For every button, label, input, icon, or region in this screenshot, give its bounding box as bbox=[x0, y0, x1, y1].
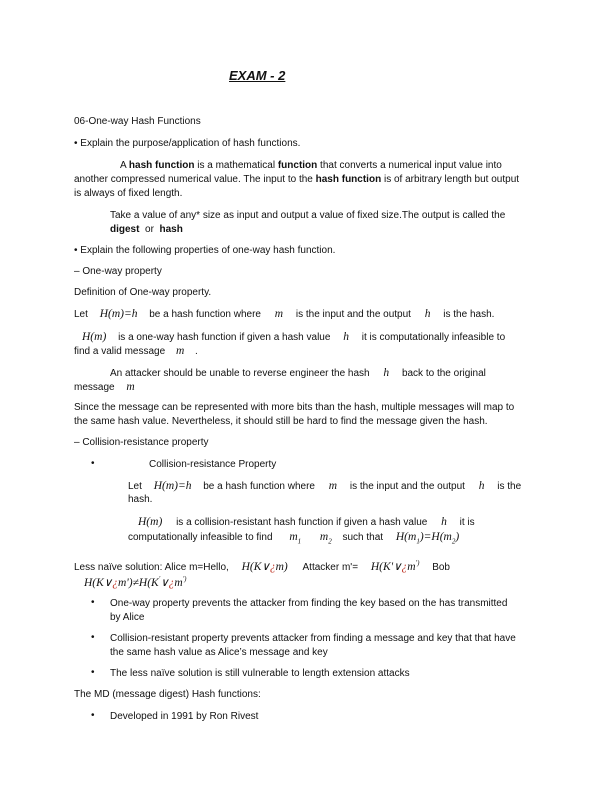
text: H(K∨ bbox=[241, 560, 270, 573]
text: message bbox=[74, 382, 115, 393]
bullet-icon: • bbox=[91, 667, 95, 678]
page-title: EXAM - 2 bbox=[229, 68, 286, 83]
text: another compressed numerical value. The input to the bbox=[74, 174, 316, 185]
text: back to the original bbox=[401, 368, 486, 379]
inverted-question-mark: ¿ bbox=[401, 560, 408, 573]
text: such that bbox=[342, 532, 384, 543]
formula: h bbox=[343, 331, 349, 343]
bullet-icon: • bbox=[91, 632, 95, 643]
collision-heading: – Collision-resistance property bbox=[74, 437, 209, 448]
since-line2: the same hash value. Nevertheless, it should still be hard to find the message given the hash. bbox=[74, 416, 488, 427]
naive-line2 bbox=[84, 573, 187, 590]
inverted-question-mark: ¿ bbox=[168, 576, 175, 589]
let-line bbox=[74, 308, 494, 321]
text: . bbox=[195, 346, 198, 357]
subscript: 2 bbox=[328, 537, 332, 546]
inverted-question-mark: ¿ bbox=[112, 576, 118, 589]
text: be a hash function where bbox=[149, 309, 261, 320]
text: m bbox=[174, 576, 183, 589]
cr-let-line1 bbox=[128, 480, 521, 493]
formula: m bbox=[126, 381, 135, 393]
attacker-line1 bbox=[110, 367, 486, 380]
text: be a hash function where bbox=[203, 481, 315, 492]
text: that converts a numerical input value into bbox=[317, 160, 502, 171]
subscript: 1 bbox=[416, 537, 420, 546]
superscript: ') bbox=[415, 559, 420, 567]
oneway-heading: – One-way property bbox=[74, 266, 162, 277]
attacker-line2 bbox=[74, 381, 135, 394]
bold-term: hash function bbox=[128, 160, 195, 171]
para2-line1: Take a value of any* size as input and output a value of fixed size.The output is called the bbox=[110, 210, 506, 221]
formula: H(m)=h bbox=[153, 480, 192, 492]
bold-term: digest bbox=[110, 224, 140, 235]
collision-bullet: Collision-resistance Property bbox=[149, 459, 277, 470]
cr-hm-line2 bbox=[128, 531, 459, 547]
formula bbox=[289, 531, 302, 546]
text: H(K'∨ bbox=[370, 560, 402, 573]
text: A bbox=[120, 160, 129, 171]
formula: H(m)=h bbox=[99, 308, 138, 320]
text: is a collision-resistant hash function if given a hash value bbox=[176, 517, 428, 528]
formula: m bbox=[175, 345, 185, 357]
bullet-icon: • bbox=[91, 458, 95, 469]
text: Attacker m'= bbox=[302, 561, 359, 573]
text: Less naïve solution: Alice m=Hello, bbox=[74, 561, 229, 573]
text: is the bbox=[497, 481, 522, 492]
inverted-question-mark: ¿ bbox=[269, 560, 276, 573]
text: ∨ bbox=[160, 576, 169, 589]
text: m' bbox=[117, 576, 129, 589]
section-heading: 06-One-way Hash Functions bbox=[74, 116, 201, 127]
text: Bob bbox=[432, 561, 450, 573]
naive-line1 bbox=[74, 557, 450, 574]
text: ) bbox=[455, 531, 460, 543]
text: H(K∨ bbox=[84, 576, 113, 589]
text: it is computationally infeasible to bbox=[361, 332, 506, 343]
bullet-icon: • bbox=[91, 597, 95, 608]
cr-let-line2: hash. bbox=[128, 494, 153, 505]
text: computationally infeasible to find bbox=[128, 532, 273, 543]
subscript: 2 bbox=[451, 537, 456, 546]
since-line1: Since the message can be represented with more bits than the hash, multiple messages will map to bbox=[74, 402, 515, 413]
formula bbox=[319, 531, 332, 546]
hm-line2 bbox=[74, 345, 198, 358]
formula: m bbox=[274, 308, 284, 320]
text: Let bbox=[74, 309, 88, 320]
para1-line2 bbox=[74, 174, 519, 186]
text: is the hash. bbox=[443, 309, 495, 320]
superscript: ') bbox=[182, 575, 187, 583]
formula bbox=[84, 577, 187, 589]
text: m) bbox=[275, 560, 288, 573]
text: is the input and the output bbox=[349, 481, 465, 492]
definition: Definition of One-way property. bbox=[74, 287, 212, 298]
point-1-line2: by Alice bbox=[110, 612, 145, 623]
point-1-line1: One-way property prevents the attacker from finding the key based on the has transmitted bbox=[110, 598, 508, 609]
text: m bbox=[407, 560, 416, 573]
bullet-icon: • bbox=[91, 710, 95, 721]
text: m bbox=[319, 531, 329, 543]
formula: h bbox=[441, 516, 447, 528]
bold-term: hash function bbox=[315, 174, 382, 185]
formula: m bbox=[328, 480, 338, 492]
para1-line3: is always of fixed length. bbox=[74, 188, 183, 199]
point-2-line2: the same hash value as Alice’s message and key bbox=[110, 647, 328, 658]
text: is a mathematical bbox=[194, 160, 278, 171]
subscript: 1 bbox=[297, 537, 302, 546]
para1-line1 bbox=[120, 160, 502, 172]
superscript: ' bbox=[158, 575, 161, 583]
bullet-purpose: • Explain the purpose/application of hash functions. bbox=[74, 138, 301, 149]
text: it is bbox=[459, 517, 475, 528]
bold-term: hash bbox=[159, 224, 183, 235]
md-heading: The MD (message digest) Hash functions: bbox=[74, 689, 261, 700]
point-2-line1: Collision-resistant property prevents attacker from finding a message and key that that have bbox=[110, 633, 516, 644]
formula bbox=[371, 561, 420, 573]
text: or bbox=[139, 224, 160, 235]
formula bbox=[242, 561, 288, 573]
bold-term: function bbox=[277, 160, 318, 171]
text: H(m bbox=[395, 531, 417, 543]
text: m bbox=[289, 531, 298, 543]
point-3-line1: The less naïve solution is still vulnerable to length extension attacks bbox=[110, 668, 410, 679]
text: An attacker should be unable to reverse engineer the hash bbox=[110, 368, 370, 379]
text: is the input and the output bbox=[295, 309, 411, 320]
text: is of arbitrary length but output bbox=[381, 174, 520, 185]
para2-line2 bbox=[110, 224, 183, 236]
formula: h bbox=[383, 367, 390, 379]
cr-hm-line1 bbox=[138, 516, 475, 529]
formula: h bbox=[478, 480, 485, 492]
text: find a valid message bbox=[74, 346, 166, 357]
formula: H(m) bbox=[138, 516, 163, 528]
text: is a one-way hash function if given a hash value bbox=[118, 332, 331, 343]
bullet-properties: • Explain the following properties of one-way hash function. bbox=[74, 245, 336, 256]
formula: h bbox=[424, 308, 431, 320]
hm-line1 bbox=[82, 331, 505, 344]
text: )≠H(K bbox=[128, 576, 159, 589]
formula bbox=[395, 531, 460, 546]
formula: H(m) bbox=[82, 331, 107, 343]
text: Let bbox=[128, 481, 142, 492]
md-point: Developed in 1991 by Ron Rivest bbox=[110, 711, 259, 722]
text: )=H(m bbox=[419, 531, 452, 543]
